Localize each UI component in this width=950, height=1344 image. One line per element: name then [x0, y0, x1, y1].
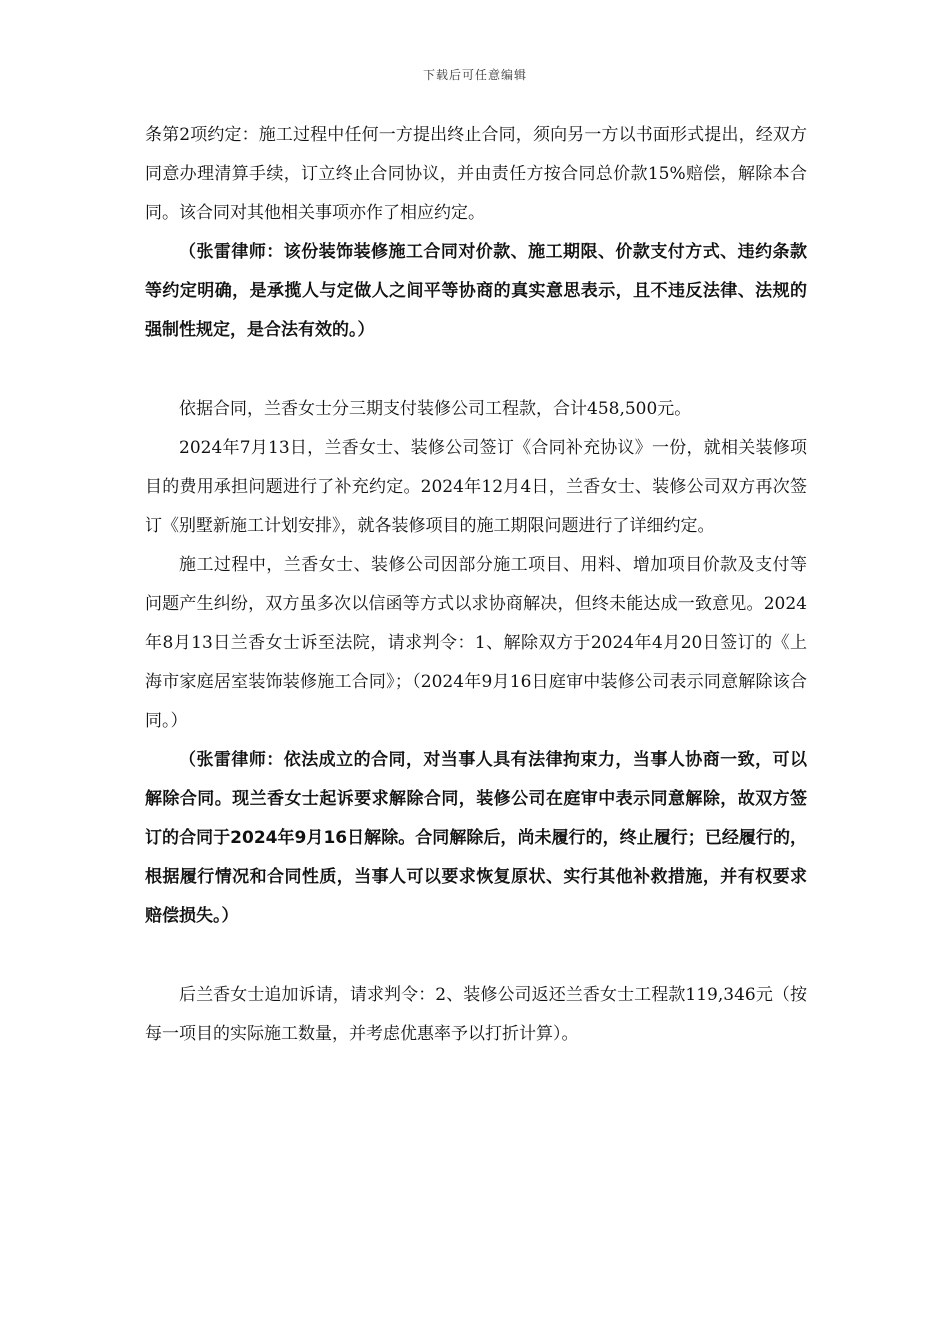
- lawyer-note-termination: （张雷律师：依法成立的合同，对当事人具有法律拘束力，当事人协商一致，可以解除合同。现兰香女士起诉要求解除合同，装修公司在庭审中表示同意解除，故双方签订的合同于2024年9月16日解除。合同解除后，尚未履行的，终止履行；已经履行的，根据履行情况和合同性质，当事人可以要求恢复原状、实行其他补救措施，并有权要求赔偿损失。）: [145, 750, 807, 926]
- paragraph-gap: [145, 936, 807, 976]
- document-body: [145, 116, 807, 1054]
- paragraph-gap: [145, 350, 807, 390]
- page-header: 下载后可任意编辑: [422, 68, 527, 82]
- paragraph-payment: 依据合同，兰香女士分三期支付装修公司工程款，合计458,500元。: [179, 399, 692, 419]
- lawyer-note-validity: （张雷律师：该份装饰装修施工合同对价款、施工期限、价款支付方式、违约条款等约定明确，是承揽人与定做人之间平等协商的真实意思表示，且不违反法律、法规的强制性规定，是合法有效的。）: [145, 242, 807, 340]
- paragraph-contract-termination: 条第2项约定：施工过程中任何一方提出终止合同，须向另一方以书面形式提出，经双方同意办理清算手续，订立终止合同协议，并由责任方按合同总价款15%赔偿，解除本合同。该合同对其他相关事项亦作了相应约定。: [145, 125, 807, 223]
- paragraph-supplement-agreement: 2024年7月13日，兰香女士、装修公司签订《合同补充协议》一份，就相关装修项目的费用承担问题进行了补充约定。2024年12月4日，兰香女士、装修公司双方再次签订《别墅新施工计划安排》，就各装修项目的施工期限问题进行了详细约定。: [145, 438, 807, 536]
- paragraph-dispute: 施工过程中，兰香女士、装修公司因部分施工项目、用料、增加项目价款及支付等问题产生纠纷，双方虽多次以信函等方式以求协商解决，但终未能达成一致意见。2024年8月13日兰香女士诉至法院，请求判令：1、解除双方于2024年4月20日签订的《上海市家庭居室装饰装修施工合同》；（2024年9月16日庭审中装修公司表示同意解除该合同。）: [145, 555, 807, 731]
- paragraph-additional-claim: 后兰香女士追加诉请，请求判令：2、装修公司返还兰香女士工程款119,346元（按每一项目的实际施工数量，并考虑优惠率予以打折计算）。: [145, 985, 807, 1044]
